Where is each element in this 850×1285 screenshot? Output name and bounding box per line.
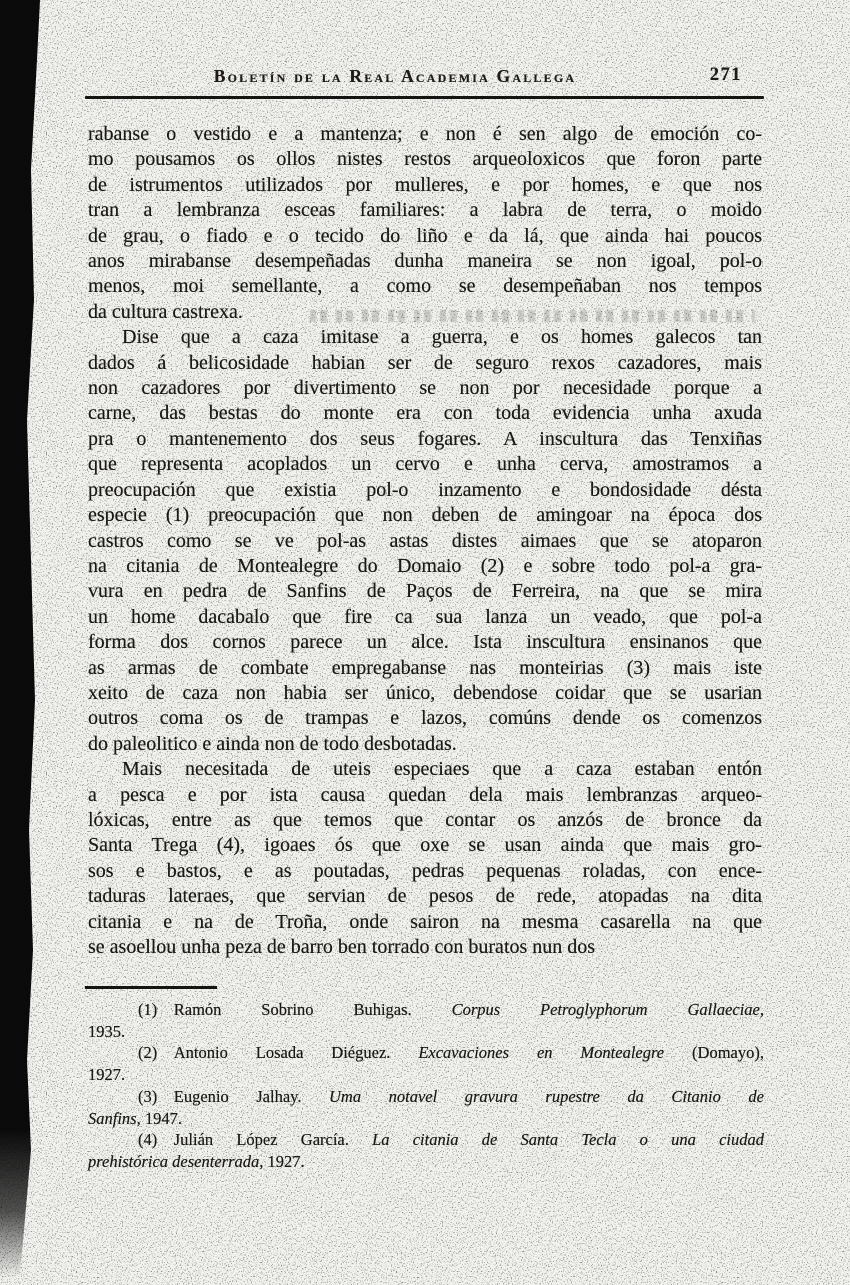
text-line: pra o mantenemento dos seus fogares. A inscultura das Tenxiñas: [88, 427, 762, 450]
paragraph: [88, 122, 762, 325]
text-line: outros coma os de trampas e lazos, comúns dende os comenzos: [88, 707, 762, 730]
footnote-work-title: Sanfins,: [88, 1108, 141, 1128]
text-line: carne, das bestas do monte era con toda evidencia unha axuda: [88, 402, 762, 425]
footnote-text: (3) Eugenio Jalhay.: [138, 1086, 330, 1106]
text-line: especie (1) preocupación que non deben de amingoar na época dos: [88, 504, 762, 527]
footnote: [88, 1042, 764, 1085]
text-line: mo pousamos os ollos nistes restos arqueoloxicos que foron parte: [88, 148, 762, 171]
footnote-text: 1927.: [88, 1065, 126, 1085]
footnote-rule-divider: [85, 986, 217, 989]
paragraph: [88, 325, 762, 757]
text-line: citania e na de Troña, onde sairon na mesma casarella na que: [88, 910, 762, 933]
text-line: non cazadores por divertimento se non por necesidade porque a: [88, 377, 762, 400]
header-rule-divider: [85, 96, 764, 99]
footnote-work-title: Corpus Petroglyphorum Gallaeciae,: [451, 1000, 765, 1019]
footnote: [88, 1129, 764, 1172]
showthrough-smudge-decoration: [310, 310, 755, 322]
footnote-text: 1935.: [88, 1021, 126, 1041]
text-line: as armas de combate empregabanse nas monteirias (3) mais iste: [88, 656, 762, 679]
footnote: [88, 1086, 764, 1129]
footnote-text: (Domayo),: [664, 1043, 764, 1063]
text-line: do paleolitico e ainda non de todo desbotadas.: [88, 732, 457, 755]
footnote-text: (4) Julián López García.: [138, 1130, 373, 1150]
running-header-title: Boletín de la Real Academia Gallega: [213, 66, 577, 86]
text-line: Santa Trega (4), igoaes ós que oxe se usan ainda que mais gro-: [88, 834, 762, 857]
text-line: castros como se ve pol-as astas distes aimaes que se atoparon: [88, 529, 762, 552]
body-text: [88, 122, 762, 960]
footnotes: [88, 999, 764, 1173]
text-line: tran a lembranza esceas familiares: a labra de terra, o moido: [88, 199, 762, 222]
text-line: lóxicas, entre as que temos que contar os anzós de bronce da: [88, 808, 762, 831]
text-line: forma dos cornos parece un alce. Ista inscultura ensinanos que: [88, 631, 762, 654]
page-number: 271: [709, 65, 742, 85]
footnote-text: (1) Ramón Sobrino Buhigas.: [138, 1000, 452, 1019]
text-line: menos, moi semellante, a como se desempeñaban nos tempos: [88, 275, 762, 298]
footnote-line: [88, 1108, 764, 1130]
text-line: Dise que a caza imitase a guerra, e os homes galecos tan: [122, 326, 762, 349]
footnote-line: [88, 1086, 764, 1108]
text-line: que representa acoplados un cervo e unha cerva, amostramos a: [88, 453, 762, 476]
paragraph: [88, 757, 762, 960]
footnote-line: [88, 1042, 764, 1064]
footnote: [88, 999, 764, 1042]
footnote-text: (2) Antonio Losada Diéguez.: [138, 1043, 419, 1063]
text-line: Mais necesitada de uteis especiaes que a caza estaban entón: [122, 758, 762, 781]
text-line: sos e bastos, e as poutadas, pedras pequenas roladas, con ence-: [88, 859, 762, 882]
binding-shadow-decoration: [0, 0, 46, 1285]
text-line: xeito de caza non habia ser único, debendose coidar que se usarian: [88, 681, 762, 704]
footnote-work-title: Excavaciones en Montealegre: [418, 1043, 665, 1063]
text-line: taduras lateraes, que servian de pesos de rede, atopadas na dita: [88, 885, 762, 908]
footnote-work-title: Uma notavel gravura rupestre da Citanio de: [329, 1086, 765, 1106]
footnote-text: 1947.: [140, 1108, 182, 1128]
text-line: un home dacabalo que fire ca sua lanza un veado, que pol-a: [88, 605, 762, 628]
footnote-work-title: prehistórica desenterrada,: [88, 1151, 264, 1171]
text-line: preocupación que existia pol-o inzamento e bondosidade désta: [88, 478, 762, 501]
footnote-line: [88, 1021, 764, 1043]
text-line: anos mirabanse desempeñadas dunha maneira se non igoal, pol-o: [88, 250, 762, 273]
footnote-line: [88, 999, 764, 1021]
text-line: de istrumentos utilizados por mulleres, e por homes, e que nos: [88, 173, 762, 196]
text-line: na citania de Montealegre do Domaio (2) e sobre todo pol-a gra-: [88, 554, 762, 577]
text-line: de grau, o fiado e o tecido do liño e da lá, que ainda hai poucos: [88, 224, 762, 247]
text-line: se asoellou unha peza de barro ben torrado con buratos nun dos: [88, 936, 596, 958]
text-line: vura en pedra de Sanfins de Paços de Ferreira, na que se mira: [88, 580, 762, 603]
footnote-text: 1927.: [263, 1151, 305, 1171]
text-line: da cultura castrexa.: [88, 300, 243, 323]
footnote-work-title: La citania de Santa Tecla o una ciudad: [372, 1130, 764, 1150]
text-line: dados á belicosidade habian ser de seguro rexos cazadores, mais: [88, 351, 762, 374]
footnote-line: [88, 1151, 764, 1173]
footnote-line: [88, 1129, 764, 1151]
footnote-line: [88, 1064, 764, 1086]
text-line: rabanse o vestido e a mantenza; e non é sen algo de emoción co-: [88, 123, 762, 145]
text-line: a pesca e por ista causa quedan dela mais lembranzas arqueo-: [88, 783, 762, 806]
